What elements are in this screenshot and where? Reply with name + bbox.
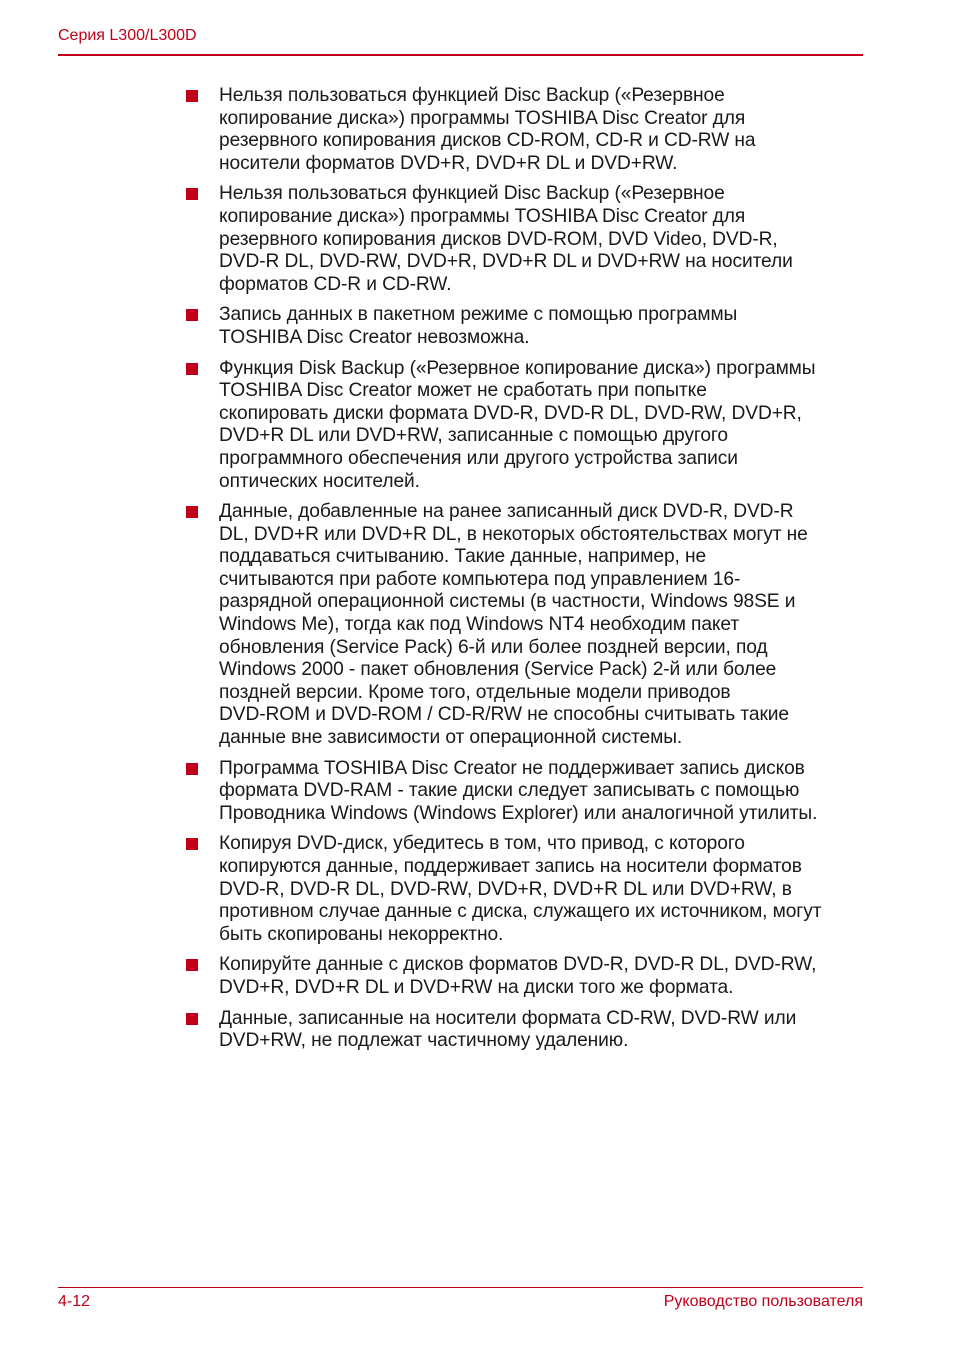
list-item-text: Копируйте данные с дисков форматов DVD-R, DVD-R DL, DVD-RW, DVD+R, DVD+R DL и DVD+RW на диски того же формата. [219, 954, 817, 998]
list-item-text: Функция Disk Backup («Резервное копирование диска») программы TOSHIBA Disc Creator может не сработать при попытке скопировать диски формата DVD-R, DVD-R DL, DVD-RW, DVD+R, DVD+R DL или DVD+RW, записанные с помощью другого программного обеспечения или другого устройства записи оптических носителей. [219, 357, 816, 492]
square-bullet-icon [186, 959, 198, 971]
bullet-list [186, 85, 866, 1061]
footer-divider [58, 1287, 863, 1288]
square-bullet-icon [186, 90, 198, 102]
list-item-text: Нельзя пользоваться функцией Disc Backup («Резервное копирование диска») программы TOSHIBA Disc Creator для резервного копирования дисков DVD-ROM, DVD Video, DVD-R, DVD-R DL, DVD-RW, DVD+R, DVD+R DL и DVD+RW на носители форматов CD-R и CD-RW. [219, 183, 793, 295]
manual-title: Руководство пользователя [663, 1293, 863, 1310]
square-bullet-icon [186, 506, 198, 518]
list-item [186, 304, 866, 349]
list-item [186, 1008, 866, 1053]
square-bullet-icon [186, 838, 198, 850]
square-bullet-icon [186, 188, 198, 200]
page-number: 4-12 [58, 1293, 91, 1310]
square-bullet-icon [186, 309, 198, 321]
list-item [186, 85, 866, 175]
list-item-text: Запись данных в пакетном режиме с помощью программы TOSHIBA Disc Creator невозможна. [219, 304, 738, 348]
list-item-text: Копируя DVD-диск, убедитесь в том, что привод, с которого копируются данные, поддерживает запись на носители форматов DVD-R, DVD-R DL, DVD-RW, DVD+R, DVD+R DL или DVD+RW, в противном случае данные с диска, служащего их источником, могут быть скопированы некорректно. [219, 833, 822, 945]
series-title: Серия L300/L300D [58, 27, 197, 44]
list-item-text: Программа TOSHIBA Disc Creator не поддерживает запись дисков формата DVD-RAM - такие диски следует записывать с помощью Проводника Windows (Windows Explorer) или аналогичной утилиты. [219, 757, 818, 824]
list-item [186, 954, 866, 999]
square-bullet-icon [186, 1013, 198, 1025]
list-item [186, 501, 866, 750]
header-divider [58, 54, 863, 56]
list-item-text: Данные, добавленные на ранее записанный диск DVD-R, DVD-R DL, DVD+R или DVD+R DL, в некоторых обстоятельствах могут не поддаваться считыванию. Такие данные, например, не считываются при работе компьютера под управлением 16- разрядной операционной системы (в частности, Windows 98SE и Windows Me), тогда как под Windows NT4 необходим пакет обновления (Service Pack) 6-й или более поздней версии, под Windows 2000 - пакет обновления (Service Pack) 2-й или более поздней версии. Кроме того, отдельные модели приводов DVD-ROM и DVD-ROM / CD-R/RW не способны считывать такие данные вне зависимости от операционной системы. [219, 501, 808, 749]
list-item [186, 758, 866, 826]
list-item-text: Нельзя пользоваться функцией Disc Backup («Резервное копирование диска») программы TOSHIBA Disc Creator для резервного копирования дисков CD-ROM, CD-R и CD-RW на носители форматов DVD+R, DVD+R DL и DVD+RW. [219, 85, 756, 174]
square-bullet-icon [186, 363, 198, 375]
list-item [186, 183, 866, 296]
square-bullet-icon [186, 763, 198, 775]
list-item [186, 358, 866, 494]
list-item [186, 833, 866, 946]
list-item-text: Данные, записанные на носители формата CD-RW, DVD-RW или DVD+RW, не подлежат частичному удалению. [219, 1007, 797, 1052]
